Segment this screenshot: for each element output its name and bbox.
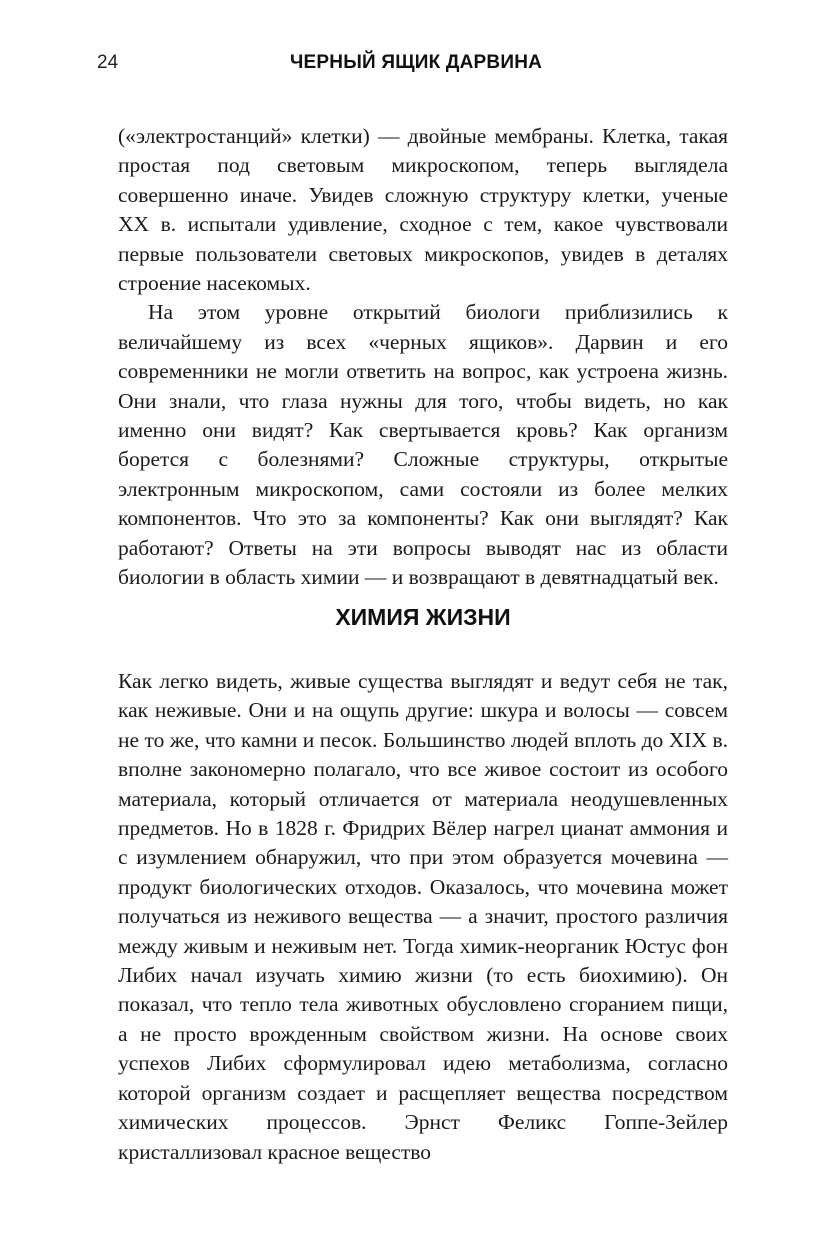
section-heading: ХИМИЯ ЖИЗНИ	[335, 604, 511, 630]
text-block-bottom	[118, 667, 728, 1167]
text-block-top	[118, 122, 728, 593]
paragraph: («электростанций» клетки) — двойные мембраны. Клетка, такая простая под световым микроскопом, теперь выглядела совершенно иначе. Увидев сложную структуру клетки, ученые XX в. испытали удивление, сходное с тем, какое чувствовали первые пользователи световых микроскопов, увидев в деталях строение насекомых.	[118, 124, 728, 296]
paragraph: На этом уровне открытий биологи приблизились к величайшему из всех «черных ящиков». Дарвин и его современники не могли ответить на вопрос, как устроена жизнь. Они знали, что глаза нужны для того, чтобы видеть, но как именно они видят? Как свертывается кровь? Как организм борется с болезнями? Сложные структуры, открытые электронным микроскопом, сами состояли из более мелких компонентов. Что это за компоненты? Как они выглядят? Как работают? Ответы на эти вопросы выводят нас из области биологии в область химии — и возвращают в девятнадцатый век.	[118, 300, 728, 590]
paragraph: Как легко видеть, живые существа выглядят и ведут себя не так, как неживые. Они и на ощупь другие: шкура и волосы — совсем не то же, что камни и песок. Большинство людей вплоть до XIX в. вполне закономерно полагало, что все живое состоит из особого материала, который отличается от материала неодушевленных предметов. Но в 1828 г. Фридрих Вёлер нагрел цианат аммония и с изумлением обнаружил, что при этом образуется мочевина — продукт биологических отходов. Оказалось, что мочевина может получаться из неживого вещества — а значит, простого различия между живым и неживым нет. Тогда химик-неорганик Юстус фон Либих начал изучать химию жизни (то есть биохимию). Он показал, что тепло тела животных обусловлено сгоранием пищи, а не просто врожденным свойством жизни. На основе своих успехов Либих сформулировал идею метаболизма, согласно которой организм создает и расщепляет вещества посредством химических процессов. Эрнст Феликс Гоппе-Зейлер кристаллизовал красное вещество	[118, 669, 728, 1164]
page-number: 24	[97, 52, 119, 73]
running-title: ЧЕРНЫЙ ЯЩИК ДАРВИНА	[290, 52, 543, 73]
